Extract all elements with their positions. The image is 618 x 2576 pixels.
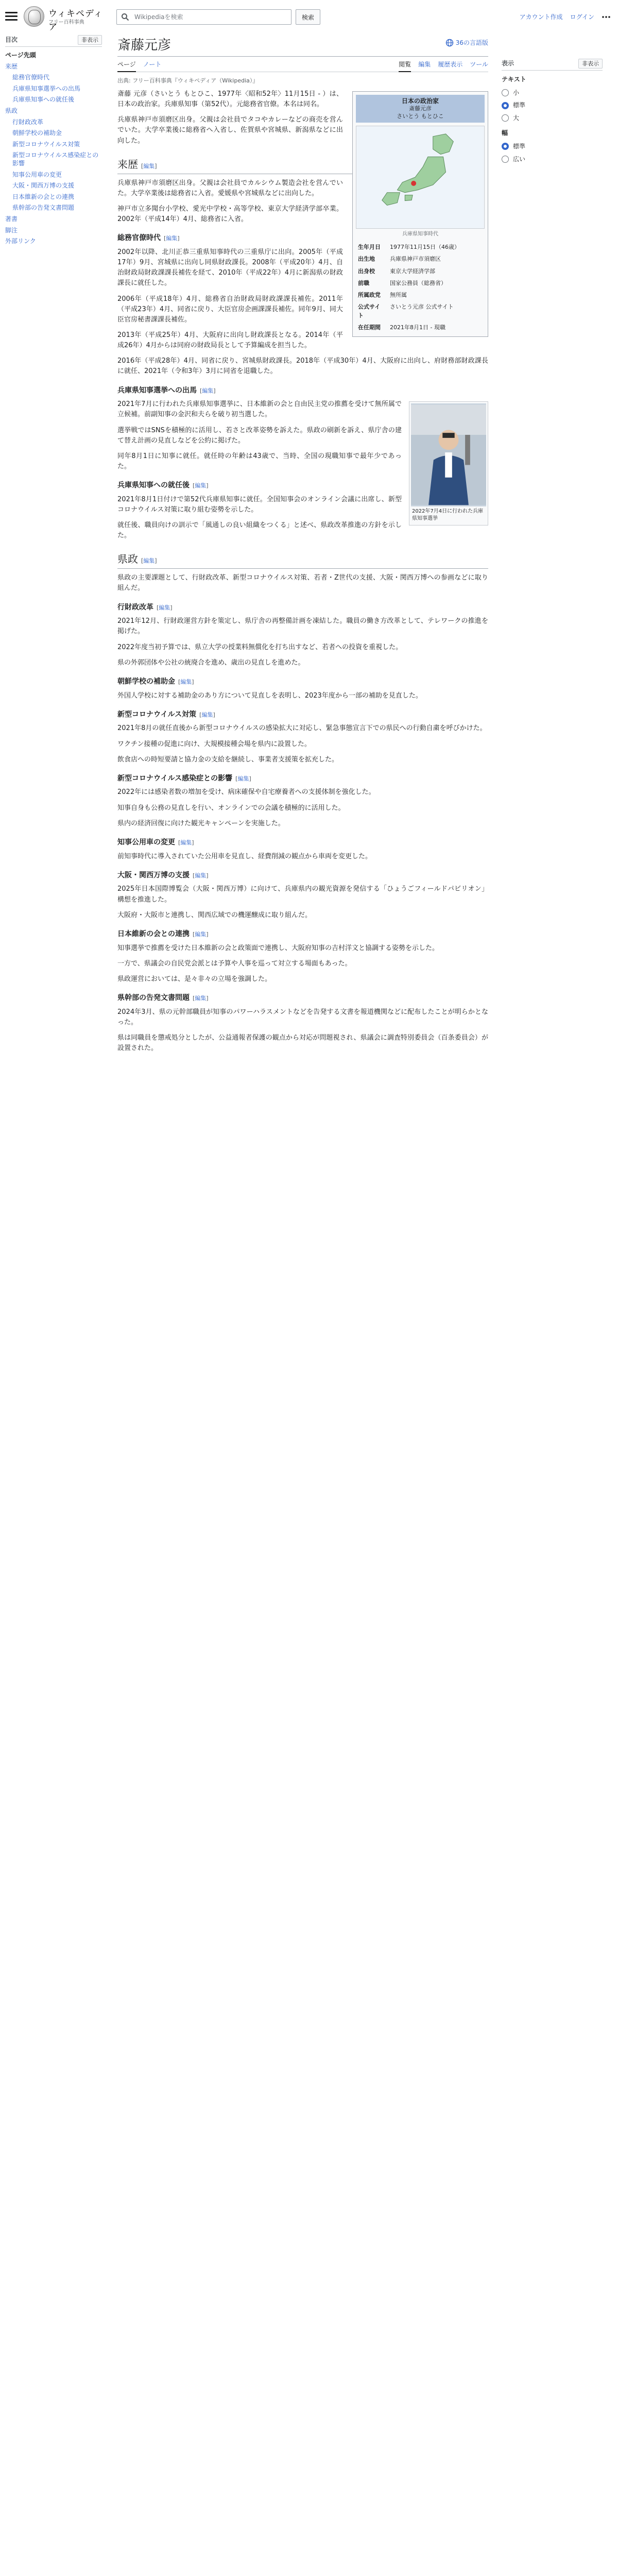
section-heading: [117, 837, 488, 849]
section-paragraph: 知事自身も公務の見直しを行い、オンラインでの会議を積極的に活用した。: [117, 804, 345, 812]
section-edit-link[interactable]: [編集]: [178, 839, 194, 846]
section-paragraph: 2002年以降、北川正恭三重県知事時代の三重県庁に出向。2005年（平成17年）9月、宮城県に出向し同県財政課長。2008年（平成20年）4月、自治財政局財政課課長補佐を経て、2010年（平成22年）4月に新潟県の財政課長に就任した。: [117, 248, 343, 287]
section-paragraph: 2022年度当初予算では、県立大学の授業料無償化を打ち出すなど、若者への投資を重視した。: [117, 643, 403, 651]
section-paragraph: 就任後、職員向けの訓示で「風通しの良い組織をつくる」と述べ、県政改革推進の方針を示した。: [117, 521, 402, 540]
section-edit-label[interactable]: 編集: [180, 678, 192, 685]
infobox-row: [356, 289, 485, 301]
toc-title: 目次: [5, 36, 18, 43]
section-heading-text: 来歴: [117, 158, 138, 171]
appearance-option[interactable]: [502, 153, 603, 166]
section-paragraph: 前知事時代に導入されていた公用車を見直し、経費削減の観点から車両を変更した。: [117, 852, 372, 860]
toc-item[interactable]: [5, 236, 102, 247]
section-edit-label[interactable]: 編集: [180, 839, 192, 846]
infobox-row-value: 1977年11月15日（46歳）: [390, 244, 460, 251]
lead-paragraph: 兵庫県神戸市須磨区出身。父親は会社員でタコやカレーなどの商売を営んでいた。大学卒業後に総務省へ入省し、佐賀県や宮城県、新潟県などに出向した。: [117, 116, 343, 145]
tab-page[interactable]: ページ: [117, 60, 136, 72]
section-paragraph: 2006年（平成18年）4月、総務省自治財政局財政課課長補佐。2011年（平成23年）4月、同省に戻り、大臣官房企画課課長補佐。同年9月、同大臣官房秘書課課長補佐。: [117, 295, 343, 324]
radio-icon[interactable]: [502, 156, 509, 163]
tab-history[interactable]: 履歴表示: [438, 61, 463, 68]
section-heading-text: 朝鮮学校の補助金: [117, 677, 175, 686]
section-edit-link[interactable]: [編集]: [199, 711, 215, 718]
toc-item[interactable]: [5, 180, 102, 192]
language-button-label: 36の言語版: [455, 39, 488, 46]
section-heading-text: 県政: [117, 553, 138, 566]
toc-item[interactable]: [5, 106, 102, 117]
infobox-row-label: 所属政党: [358, 291, 381, 298]
section-paragraph: 神戸市立多聞台小学校、愛光中学校・高等学校、東京大学経済学部卒業。2002年（平成14年）4月、総務省に入省。: [117, 205, 343, 224]
section-heading: [117, 676, 488, 688]
title-row: [117, 33, 488, 57]
infobox-category: 日本の政治家: [401, 97, 439, 105]
toc-item-link[interactable]: 県幹部の告発文書問題: [12, 204, 75, 212]
table-of-contents: [5, 33, 102, 255]
section-edit-label[interactable]: 編集: [202, 387, 214, 394]
infobox-row-label: 出身校: [358, 267, 375, 275]
section-paragraph: 2021年12月、行財政運営方針を策定し、県庁舎の再整備計画を凍結した。職員の働き方改革として、テレワークの推進を掲げた。: [117, 617, 488, 636]
section-heading: [117, 993, 488, 1004]
infobox-row-value: 東京大学経済学部: [390, 267, 435, 275]
infobox-row: [356, 265, 485, 277]
appearance-option-label: 小: [513, 89, 520, 96]
appearance-option[interactable]: [502, 112, 603, 125]
section-paragraph: 県の外郭団体や公社の統廃合を進め、歳出の見直しを進めた。: [117, 658, 305, 667]
toc-item[interactable]: [5, 170, 102, 181]
appearance-option[interactable]: [502, 87, 603, 99]
appearance-group-label: テキスト: [502, 76, 526, 83]
section-paragraph: 兵庫県神戸市須磨区出身。父親は会社員でカルシウム製造会社を営んでいた。大学卒業後は総務省に入省。愛媛県や宮城県などに出向した。: [117, 179, 343, 197]
section-paragraph: 2025年日本国際博覧会（大阪・関西万博）に向けて、兵庫県内の観光資源を発信する「ひょうごフィールドパビリオン」構想を推進した。: [117, 885, 488, 904]
section-heading-text: 県幹部の告発文書問題: [117, 993, 190, 1002]
section-paragraph: 大阪府・大阪市と連携し、関西広域での機運醸成に取り組んだ。: [117, 911, 312, 919]
section-paragraph: 選挙戦ではSNSを積極的に活用し、若さと改革姿勢を訴えた。県政の刷新を訴え、県庁舎の建て替え計画の見直しなどを公約に掲げた。: [117, 426, 402, 445]
appearance-option-label: 大: [513, 114, 520, 122]
user-tools: [520, 12, 611, 22]
section-heading-text: 行財政改革: [117, 603, 153, 612]
section-paragraph: 2013年（平成25年）4月、大阪府に出向し財政課長となる。2014年（平成26年）4月からは同府の財政局長として予算編成を担当した。: [117, 331, 343, 350]
infobox-row-value: 兵庫県神戸市須磨区: [390, 256, 441, 263]
appearance-option-label: 広い: [513, 155, 526, 163]
section-paragraph: 同年8月1日に知事に就任。就任時の年齢は43歳で、当時、全国の現職知事で最年少であった。: [117, 452, 402, 470]
section-edit-link[interactable]: [編集]: [193, 930, 209, 938]
infobox-caption: 兵庫県知事時代: [402, 231, 438, 237]
appearance-title: 表示: [502, 60, 514, 67]
section-heading-text: 兵庫県知事への就任後: [117, 481, 190, 490]
toc-list: [5, 50, 102, 247]
toc-item-link[interactable]: 来歴: [5, 62, 18, 70]
section-paragraph: 2021年7月に行われた兵庫県知事選挙に、日本維新の会と自由民主党の推薦を受けて無所属で立候補。前副知事の金沢和夫らを破り初当選した。: [117, 400, 402, 419]
logo-title: ウィキペディア: [48, 9, 103, 33]
infobox-row-label: 在任期間: [358, 324, 381, 331]
infobox-row-label: 出生地: [358, 256, 375, 263]
appearance-option-label: 標準: [513, 101, 526, 109]
section-paragraph: ワクチン接種の促進に向け、大規模接種会場を県内に設置した。: [117, 740, 311, 748]
portrait-image: [411, 403, 486, 506]
toc-item[interactable]: [5, 192, 102, 203]
infobox-row: [356, 277, 485, 289]
section-paragraph: 県政の主要課題として、行財政改革、新型コロナウイルス対策、若者・Z世代の支援、大阪・関西万博への参画などに取り組んだ。: [117, 574, 488, 592]
section-edit-label[interactable]: 編集: [195, 482, 207, 489]
infobox: [352, 91, 488, 337]
tab-talk[interactable]: ノート: [143, 61, 162, 68]
infobox-row-value: 無所属: [390, 291, 407, 298]
section-paragraph: 外国人学校に対する補助金のあり方について見直しを表明し、2023年度から一部の補助を見直した。: [117, 691, 422, 700]
appearance-option-label: 標準: [513, 143, 526, 150]
infobox-name-reading: さいとう もとひこ: [397, 113, 444, 120]
toc-item-link[interactable]: 脚注: [5, 226, 18, 234]
section-paragraph: 2021年8月の就任直後から新型コロナウイルスの感染拡大に対応し、緊急事態宣言下での県民への行動自粛を呼びかけた。: [117, 724, 487, 733]
appearance-panel: [502, 57, 603, 165]
appearance-options: [502, 75, 603, 165]
toc-item[interactable]: [5, 83, 102, 95]
radio-icon[interactable]: [502, 89, 509, 96]
toc-item-link[interactable]: 行財政改革: [12, 118, 44, 126]
toc-item-link[interactable]: 外部リンク: [5, 238, 36, 245]
more-options-icon[interactable]: [602, 14, 611, 20]
toc-item[interactable]: [5, 150, 102, 169]
section-edit-label[interactable]: 編集: [237, 775, 249, 782]
section-paragraph: 県は同職員を懲戒処分としたが、公益通報者保護の観点から対応が問題視され、県議会に調査特別委員会（百条委員会）が設置された。: [117, 1033, 488, 1053]
section-edit-link[interactable]: [編集]: [141, 557, 157, 565]
section-heading-text: 日本維新の会との連携: [117, 929, 190, 938]
section-edit-link[interactable]: [編集]: [200, 387, 216, 394]
section-edit-link[interactable]: [編集]: [193, 482, 209, 489]
radio-icon[interactable]: [502, 114, 509, 122]
toc-item-link[interactable]: 県政: [5, 107, 18, 115]
section-heading: [117, 709, 488, 721]
appearance-header: [502, 57, 603, 71]
login-link[interactable]: ログイン: [570, 13, 594, 21]
toc-item-link[interactable]: 新型コロナウイルス感染症との影響: [12, 151, 99, 167]
infobox-row-value: さいとう元彦 公式サイト: [390, 303, 454, 310]
tab-tools[interactable]: ツール: [470, 61, 488, 68]
toc-item[interactable]: [5, 202, 102, 214]
section-paragraph: 一方で、県議会の自民党会派とは予算や人事を巡って対立する場面もあった。: [117, 959, 352, 968]
section-paragraph: 2021年8月1日付けで第52代兵庫県知事に就任。全国知事会のオンライン会議に出席し、新型コロナウイルス対策に取り組む姿勢を示した。: [117, 495, 402, 514]
section-edit-link[interactable]: [編集]: [193, 994, 209, 1002]
search-button[interactable]: 検索: [296, 9, 320, 25]
section-heading: [117, 551, 488, 569]
infobox-row: [356, 301, 485, 321]
infobox-row-label: 前職: [358, 279, 369, 286]
tab-edit[interactable]: 編集: [418, 61, 431, 68]
section-paragraph: 2022年には感染者数の増加を受け、病床確保や自宅療養者への支援体制を強化した。: [117, 788, 375, 796]
toc-item[interactable]: [5, 214, 102, 225]
page-title: 斎藤元彦: [117, 38, 171, 53]
toc-item[interactable]: [5, 225, 102, 236]
section-paragraph: 飲食店への時短要請と協力金の支給を継続し、事業者支援策を拡充した。: [117, 755, 339, 764]
infobox-row-value: 2021年8月1日 - 現職: [390, 324, 445, 331]
toc-item-link[interactable]: 知事公用車の変更: [12, 171, 62, 178]
toc-item[interactable]: [5, 72, 102, 83]
section-edit-label[interactable]: 編集: [195, 994, 207, 1002]
toc-hide-button[interactable]: 非表示: [78, 35, 102, 45]
section-paragraph: 2024年3月、県の元幹部職員が知事のパワーハラスメントなどを告発する文書を報道機関などに配布したことが明らかとなった。: [117, 1008, 488, 1026]
lead-paragraph: 斎藤 元彦（さいとう もとひこ、1977年〈昭和52年〉11月15日 - ）は、日本の政治家。兵庫県知事（第52代）。元総務省官僚。本名は同名。: [117, 90, 343, 109]
infobox-header: [356, 95, 485, 123]
section-heading-text: 総務官僚時代: [117, 234, 161, 243]
page-tabs: [117, 57, 488, 72]
search-box: [116, 9, 291, 25]
toc-item-link[interactable]: 日本維新の会との連携: [12, 193, 75, 200]
search-icon: [121, 13, 129, 21]
section-paragraph: 2016年（平成28年）4月、同省に戻り、宮城県財政課長。2018年（平成30年）4月、大阪府に出向し、府財務部財政課長に就任、2021年（令和3年）3月に同省を退職した。: [117, 357, 488, 376]
section-edit-link[interactable]: [編集]: [164, 235, 180, 242]
toc-item-link[interactable]: 総務官僚時代: [12, 74, 50, 81]
section-edit-link[interactable]: [編集]: [235, 775, 251, 782]
toc-item[interactable]: [5, 139, 102, 150]
section-heading-text: 新型コロナウイルス感染症との影響: [117, 774, 233, 783]
section-heading-text: 兵庫県知事選挙への出馬: [117, 386, 197, 395]
section-edit-label[interactable]: 編集: [143, 557, 155, 565]
wikipedia-globe-icon: [24, 6, 44, 27]
toc-item[interactable]: [5, 117, 102, 128]
toc-item-link[interactable]: ページ先頭: [5, 52, 36, 59]
tab-read[interactable]: 閲覧: [399, 60, 411, 72]
section-edit-link[interactable]: [編集]: [193, 872, 209, 879]
section-edit-link[interactable]: [編集]: [157, 604, 173, 611]
appearance-option[interactable]: [502, 140, 603, 153]
site-header: [0, 0, 618, 33]
article-photo[interactable]: [409, 401, 488, 526]
toc-header: [5, 33, 102, 47]
section-heading: [117, 602, 488, 614]
location-map[interactable]: [356, 126, 485, 229]
section-paragraph: 県内の経済回復に向けた観光キャンペーンを実施した。: [117, 819, 285, 827]
logo-subtitle: フリー百科事典: [48, 20, 84, 25]
main-menu-button[interactable]: [5, 10, 18, 22]
photo-caption: 2022年7月4日に行われた兵庫県知事選挙: [412, 509, 484, 521]
section-edit-link[interactable]: [編集]: [141, 162, 157, 170]
toc-item[interactable]: [5, 94, 102, 106]
toc-item-link[interactable]: 朝鮮学校の補助金: [12, 129, 62, 137]
infobox-row: [356, 241, 485, 253]
section-edit-link[interactable]: [編集]: [178, 678, 194, 685]
appearance-group-label: 幅: [502, 129, 508, 137]
section-heading-text: 知事公用車の変更: [117, 838, 175, 846]
section-heading: [117, 929, 488, 940]
section-edit-label[interactable]: 編集: [166, 235, 178, 242]
radio-icon[interactable]: [502, 102, 509, 109]
main-content: [117, 33, 488, 1059]
create-account-link[interactable]: アカウント作成: [519, 13, 563, 21]
toc-item-link[interactable]: 大阪・関西万博の支援: [12, 182, 75, 190]
japan-map-image: [356, 126, 484, 228]
infobox-name: 斎藤元彦: [409, 105, 432, 112]
section-edit-label[interactable]: 編集: [195, 872, 207, 879]
infobox-row: [356, 253, 485, 265]
section-edit-label[interactable]: 編集: [143, 162, 155, 170]
language-icon: [445, 39, 454, 47]
language-button[interactable]: [445, 38, 488, 48]
section-edit-label[interactable]: 編集: [201, 711, 213, 718]
appearance-option[interactable]: [502, 99, 603, 112]
section-edit-label[interactable]: 編集: [195, 930, 207, 938]
infobox-row: [356, 321, 485, 333]
toc-item-link[interactable]: 兵庫県知事選挙への出馬: [12, 84, 81, 92]
radio-icon[interactable]: [502, 143, 509, 150]
infobox-row-label: 公式サイト: [358, 303, 381, 319]
section-heading: [117, 385, 488, 397]
section-heading-text: 新型コロナウイルス対策: [117, 710, 197, 719]
toc-item[interactable]: [5, 61, 102, 73]
toc-item[interactable]: [5, 128, 102, 139]
toc-item-link[interactable]: 新型コロナウイルス対策: [12, 140, 80, 148]
site-logo[interactable]: [24, 5, 106, 33]
article-source-note: 出典: フリー百科事典『ウィキペディア（Wikipedia）』: [117, 77, 259, 84]
search-input[interactable]: [133, 12, 286, 22]
section-heading-text: 大阪・関西万博の支援: [117, 871, 190, 879]
section-paragraph: 県政運営においては、是々非々の立場を強調した。: [117, 975, 272, 983]
toc-item-link[interactable]: 兵庫県知事への就任後: [12, 96, 75, 104]
section-heading: [117, 773, 488, 785]
section-heading: [117, 870, 488, 882]
infobox-row-label: 生年月日: [358, 244, 381, 251]
toc-item-link[interactable]: 著書: [5, 215, 18, 223]
infobox-table: [356, 241, 485, 333]
infobox-row-value: 国家公務員（総務省）: [390, 279, 447, 286]
section-edit-label[interactable]: 編集: [159, 604, 170, 611]
section-paragraph: 知事選挙で推薦を受けた日本維新の会と政策面で連携し、大阪府知事の吉村洋文と協調する姿勢を示した。: [117, 944, 439, 952]
appearance-hide-button[interactable]: 非表示: [578, 59, 603, 69]
toc-item[interactable]: [5, 50, 102, 61]
